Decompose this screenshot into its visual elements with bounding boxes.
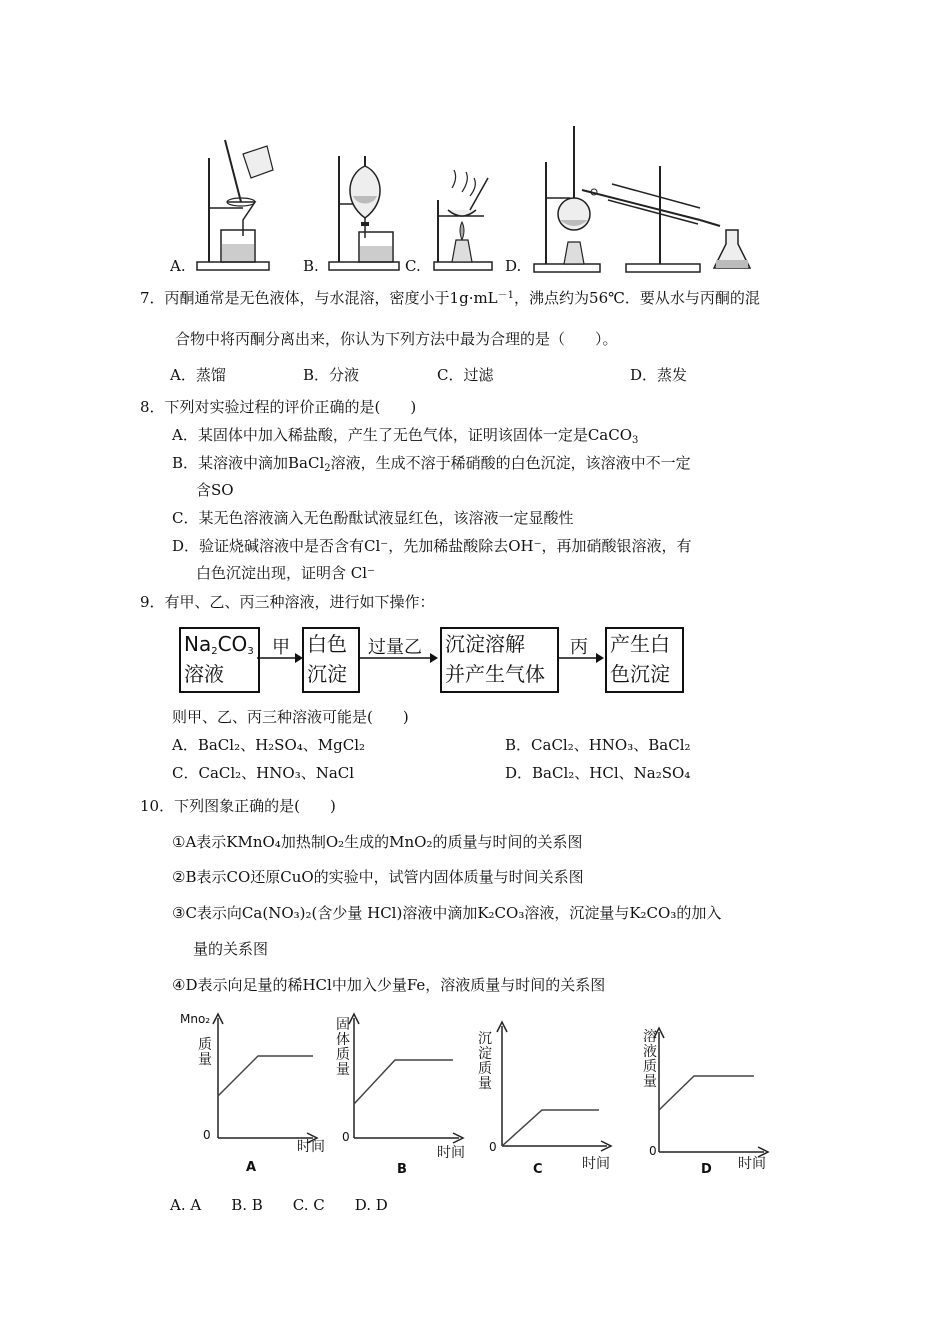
q9-stem: 9．有甲、乙、丙三种溶液，进行如下操作：: [140, 593, 435, 611]
graph-a-xlabel: 时间: [297, 1139, 325, 1155]
evaporation-apparatus-image: [430, 170, 510, 270]
graph-c-xlabel: 时间: [582, 1156, 610, 1172]
option-d-label: D.: [505, 257, 522, 275]
q7-option-a: A．蒸馏: [170, 366, 226, 384]
graph-a-ylabel: 质量: [198, 1037, 212, 1068]
q10-statement-2: ②B表示CO还原CuO的实验中，试管内固体质量与时间关系图: [172, 868, 584, 886]
graph-d-origin: 0: [649, 1144, 657, 1158]
option-b-label: B.: [303, 257, 319, 275]
graph-b-origin: 0: [342, 1130, 350, 1144]
q9-option-c: C．CaCl₂、HNO₃、NaCl: [172, 764, 355, 782]
option-a-label: A.: [170, 257, 186, 275]
q8-stem: 8．下列对实验过程的评价正确的是( ): [140, 398, 417, 416]
separatory-funnel-image: [325, 140, 405, 270]
q7-line1: 7．丙酮通常是无色液体，与水混溶，密度小于$1g\cdot mL^{-1}$，沸点约为56℃．要从水与丙酮的混: [140, 289, 760, 307]
q9-option-d: D．BaCl₂、HCl、Na₂SO₄: [505, 764, 691, 782]
distillation-apparatus-image: [530, 122, 770, 272]
q8-option-d: D．验证烧碱溶液中是否含有Cl⁻，先加稀盐酸除去OH⁻，再加硝酸银溶液，有: [172, 537, 692, 555]
q8-option-b-line2: 含SO: [196, 481, 234, 499]
graph-d-plot: [654, 1026, 774, 1156]
q7-option-c: C．过滤: [437, 366, 494, 384]
q7-option-d: D．蒸发: [630, 366, 688, 384]
graph-b-xlabel: 时间: [437, 1145, 465, 1161]
flow-arrow-2-label: 过量乙: [368, 637, 422, 658]
graph-d-xlabel: 时间: [738, 1156, 766, 1172]
q8-option-d-line2: 白色沉淀出现，证明含 Cl⁻: [196, 564, 375, 582]
graph-d-ylabel: 溶液质量: [643, 1029, 657, 1090]
q7-option-b: B．分液: [303, 366, 360, 384]
q8-option-b: B．某溶液中滴加BaCl$_2$溶液，生成不溶于稀硝酸的白色沉淀，该溶液中不一定: [172, 454, 691, 474]
filtration-apparatus-image: [195, 140, 275, 270]
graph-c-plot: [497, 1020, 617, 1150]
flow-arrow-2: [358, 652, 442, 664]
q10-statement-3-line2: 量的关系图: [193, 940, 269, 958]
flow-arrow-3: [558, 652, 608, 664]
graph-d-name: D: [701, 1162, 712, 1177]
graph-a-origin: 0: [203, 1128, 211, 1142]
flow-box-na2co3: $Na_2CO_3$ 溶液: [179, 627, 260, 693]
q8-option-a: A．某固体中加入稀盐酸，产生了无色气体，证明该固体一定是CaCO$_3$: [172, 426, 639, 446]
q7-line2: 合物中将丙酮分离出来，你认为下列方法中最为合理的是（ ）。: [175, 330, 618, 348]
graph-a-ytop-label: Mno₂: [180, 1012, 211, 1026]
q10-statement-4: ④D表示向足量的稀HCl中加入少量Fe，溶液质量与时间的关系图: [172, 976, 606, 994]
flow-arrow-1: [257, 652, 307, 664]
q10-statement-1: ①A表示KMnO₄加热制O₂生成的MnO₂的质量与时间的关系图: [172, 833, 583, 851]
flow-arrow-1-label: 甲: [272, 637, 290, 658]
q9-option-b: B．CaCl₂、HNO₃、BaCl₂: [505, 736, 691, 754]
graph-b-plot: [349, 1012, 459, 1142]
graph-b-name: B: [397, 1162, 407, 1177]
q10-statement-3: ③C表示向Ca(NO₃)₂(含少量 HCl)溶液中滴加K₂CO₃溶液，沉淀量与K₂CO₃的加入: [172, 904, 722, 922]
graph-a-plot: [213, 1012, 323, 1142]
q10-options: A. A B. B C. C D. D: [170, 1196, 388, 1214]
q10-stem: 10．下列图象正确的是( ): [140, 797, 336, 815]
graph-a-name: A: [246, 1160, 257, 1175]
graph-c-ylabel: 沉淀质量: [478, 1031, 492, 1092]
flow-box-white-precipitate-2: 产生白 色沉淀: [605, 627, 684, 693]
graph-b-ylabel: 固体质量: [336, 1017, 350, 1078]
q8-option-c: C．某无色溶液滴入无色酚酞试液显红色，该溶液一定显酸性: [172, 509, 574, 527]
graph-c-origin: 0: [489, 1140, 497, 1154]
option-c-label: C.: [405, 257, 421, 275]
flow-box-dissolve-gas: 沉淀溶解 并产生气体: [440, 627, 559, 693]
q9-question: 则甲、乙、丙三种溶液可能是( ): [172, 708, 409, 726]
q9-option-a: A．BaCl₂、H₂SO₄、MgCl₂: [172, 736, 366, 754]
graph-c-name: C: [533, 1162, 543, 1177]
flow-arrow-3-label: 丙: [570, 637, 588, 658]
flow-box-white-precipitate: 白色 沉淀: [302, 627, 360, 693]
